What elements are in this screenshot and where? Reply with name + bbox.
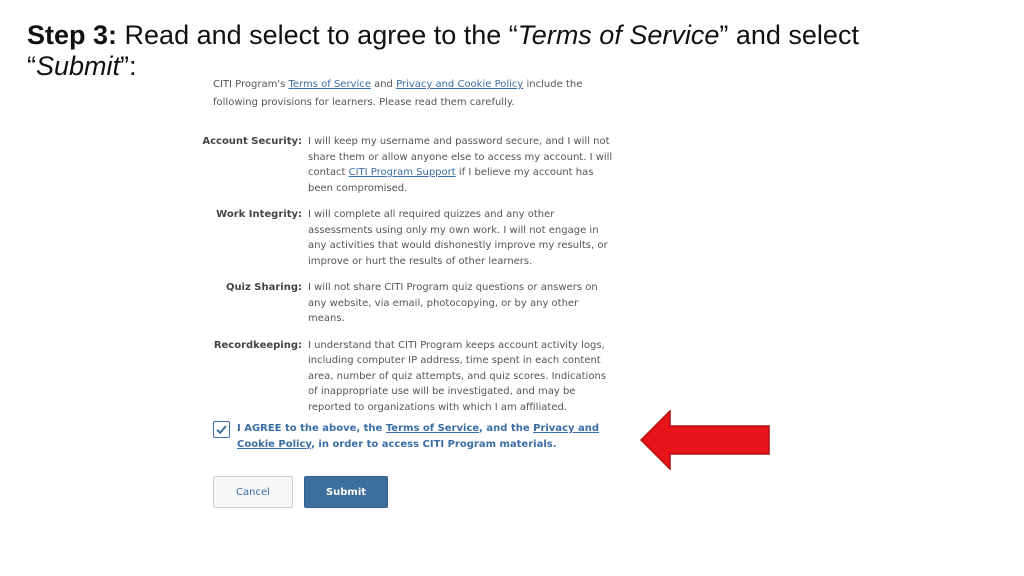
cancel-button[interactable]: Cancel (213, 476, 293, 508)
rule-text: I will not share CITI Program quiz questions or answers on any website, via email, photocopying, or by any other means. (308, 282, 598, 324)
agree-text (237, 421, 627, 452)
rule-text-b: if I believe my account has been compromised. (308, 167, 594, 194)
privacy-policy-link[interactable]: Privacy and Cookie Policy (396, 79, 524, 90)
title-terms-of-service: Terms of Service (517, 20, 720, 50)
terms-panel (202, 76, 623, 498)
rule-text-a: I will keep my username and password secure, and I will not share them or allow anyone else to access my account. I will contact (308, 136, 613, 178)
check-icon (215, 423, 228, 436)
agree-checkbox[interactable] (213, 421, 230, 438)
agree-row (213, 421, 633, 452)
rule-label: Quiz Sharing: (225, 282, 302, 293)
submit-button[interactable]: Submit (304, 476, 388, 508)
red-arrow-icon (640, 410, 772, 470)
agree-terms-link[interactable]: Terms of Service (385, 423, 480, 434)
rule-recordkeeping (213, 338, 623, 416)
terms-of-service-link[interactable]: Terms of Service (288, 79, 371, 90)
rule-label: Account Security: (202, 136, 302, 147)
rule-text (308, 134, 613, 196)
terms-intro (213, 76, 623, 112)
step-label: Step 3: (27, 20, 118, 50)
title-text-c: ”: (120, 51, 137, 81)
agree-text-b: , and the (479, 423, 534, 434)
slide-title (27, 20, 927, 82)
rule-account-security (202, 134, 623, 196)
rule-text: I will complete all required quizzes and any other assessments using only my own work. I will not engage in any activities that would dishonestly improve my results, or improve or hurt the results of other learners. (308, 209, 608, 267)
rule-label: Recordkeeping: (213, 339, 302, 351)
title-submit: Submit (36, 51, 121, 81)
rule-text: I understand that CITI Program keeps account activity logs, including computer IP address, time spent in each content area, number of quiz attempts, and quiz scores. Indications of inappropriate use will be investigated, and may be reported to organizations with which I am affiliated. (308, 339, 606, 413)
citi-support-link[interactable]: CITI Program Support (348, 167, 456, 178)
rule-quiz-sharing (213, 280, 623, 327)
agree-privacy-link[interactable]: Privacy and Cookie Policy (237, 423, 600, 450)
agree-text-c: , in order to access CITI Program materials. (311, 438, 557, 450)
rule-work-integrity (213, 207, 623, 269)
intro-text-a: CITI Program's (213, 79, 289, 90)
agree-text-a: I AGREE to the above, the (237, 423, 386, 434)
intro-and: and (370, 79, 397, 90)
title-text-a: Read and select to agree to the “ (117, 20, 518, 50)
title-text-b: ” and select “ (27, 20, 859, 81)
intro-text-b: include the following provisions for learners. Please read them carefully. (213, 79, 583, 108)
rule-label: Work Integrity: (216, 209, 302, 220)
